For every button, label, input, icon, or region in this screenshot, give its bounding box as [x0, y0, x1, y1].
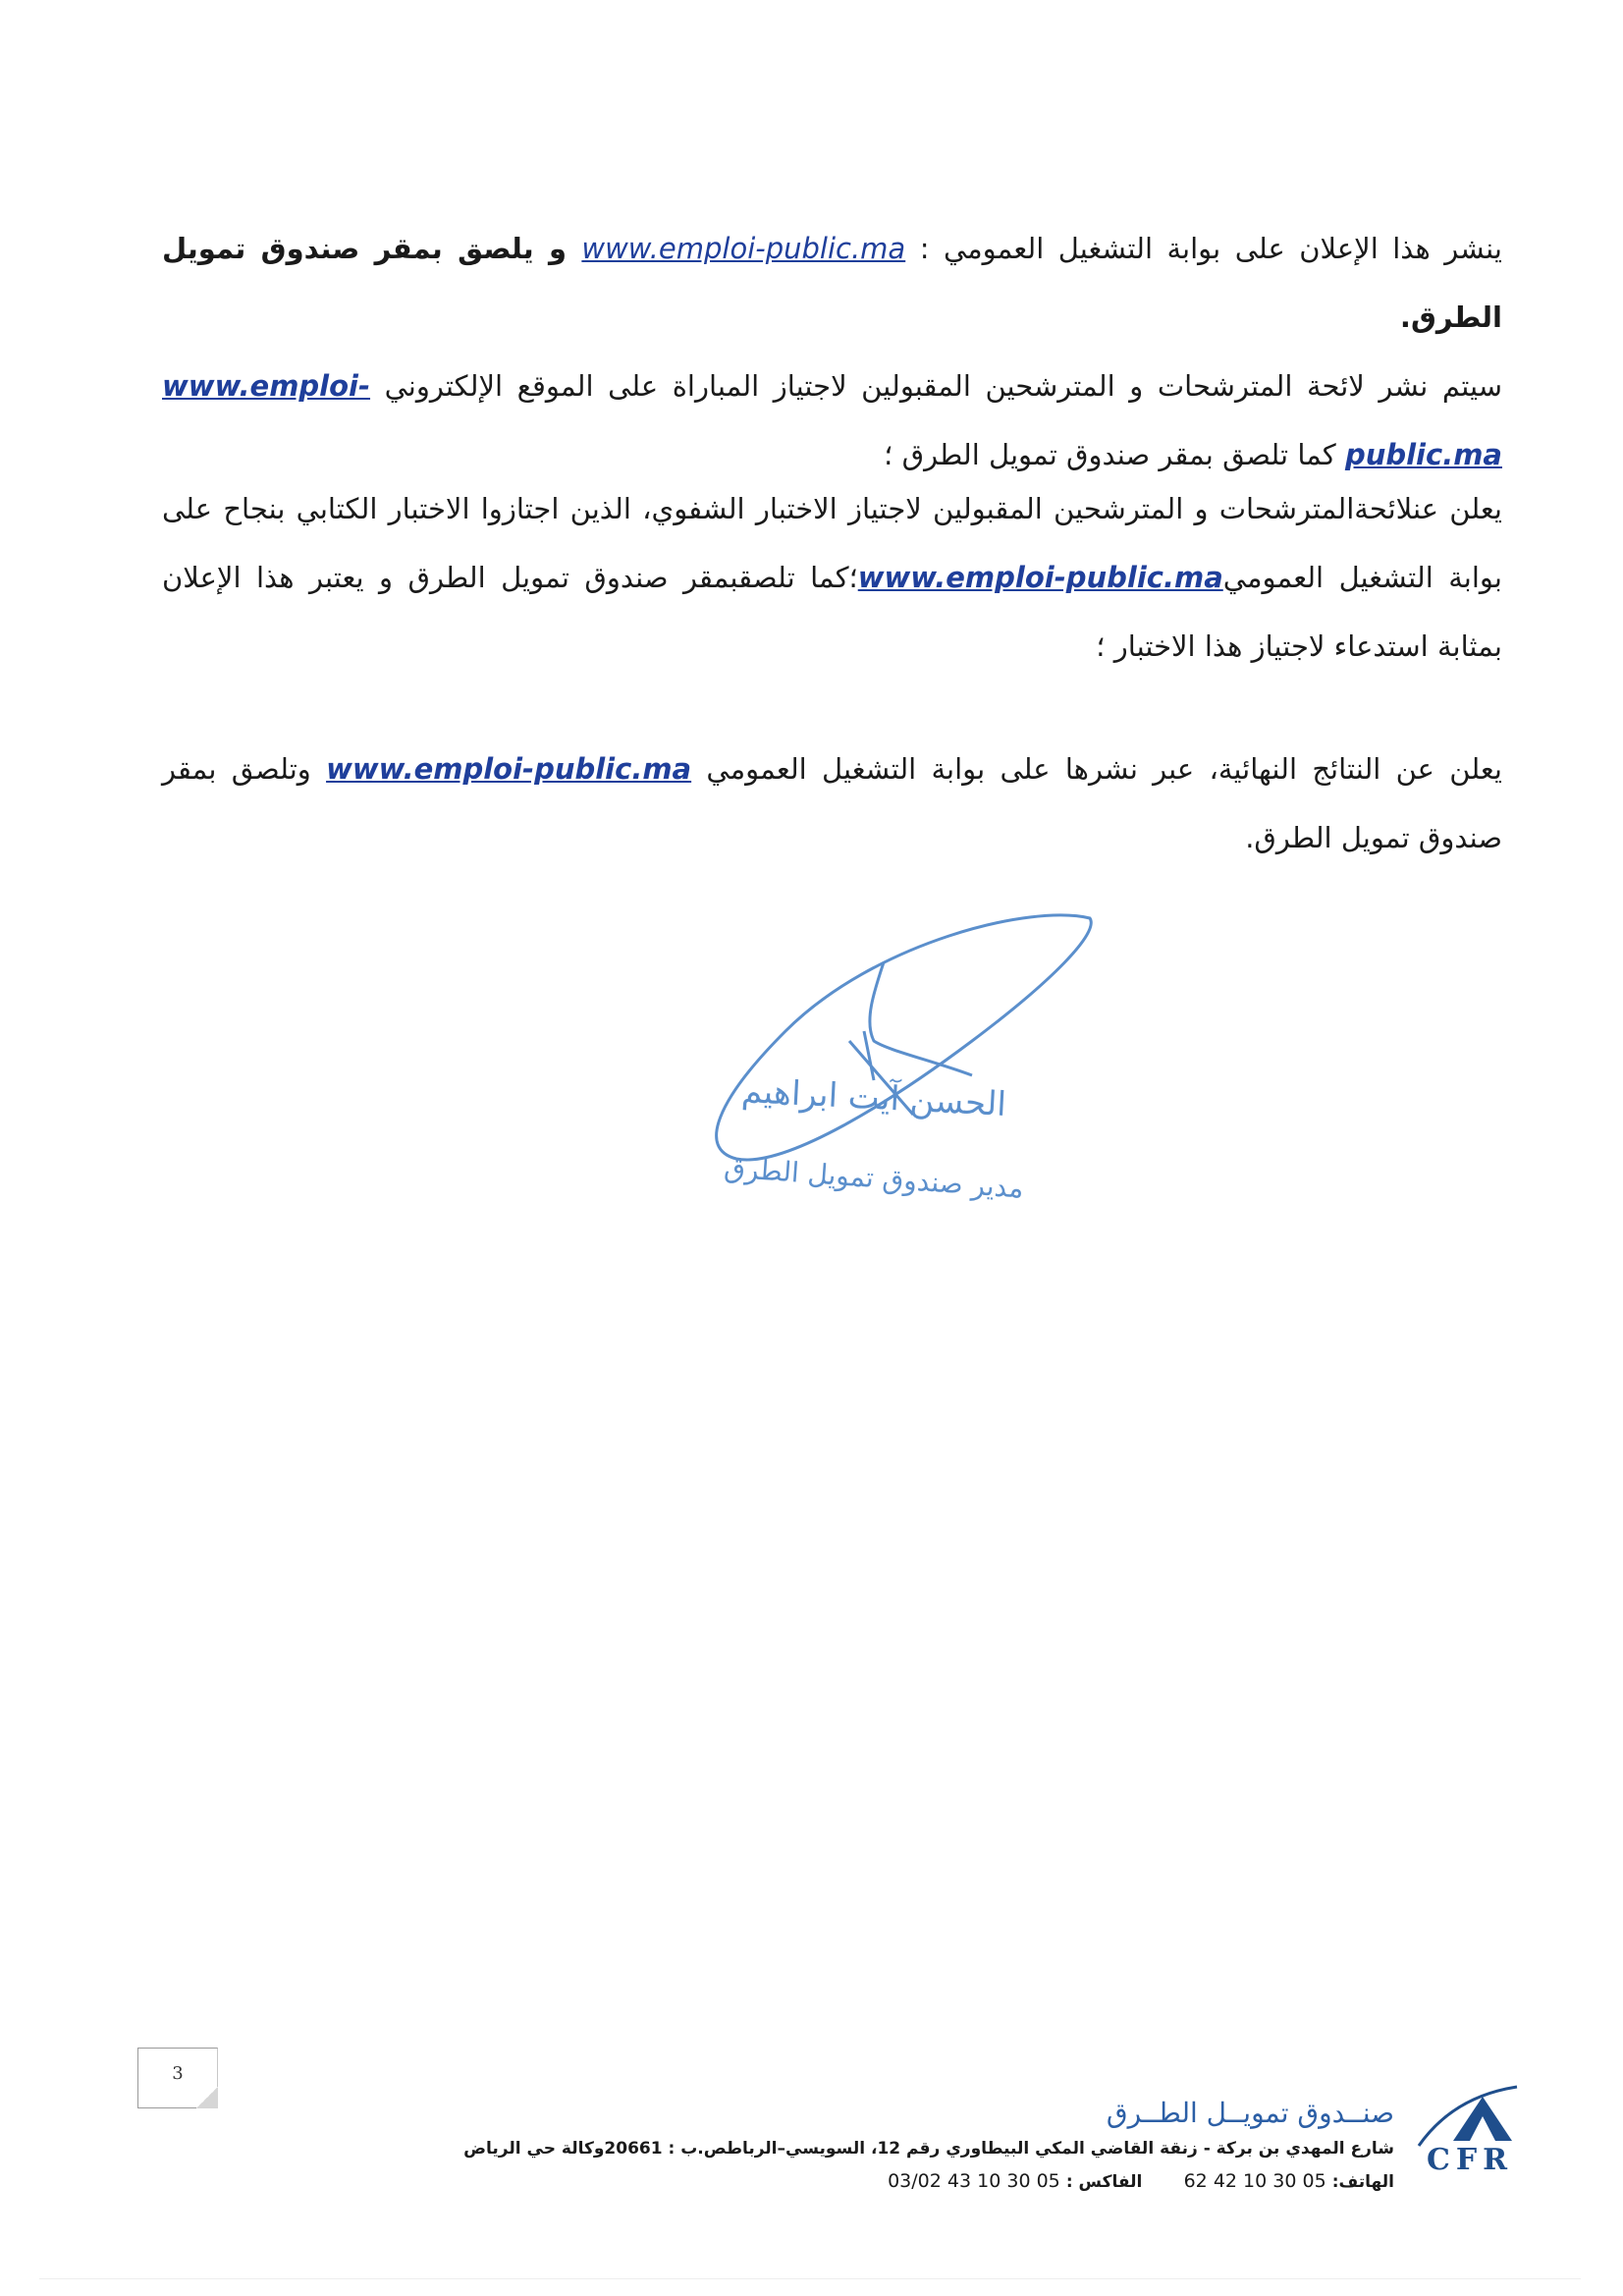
- p1-line1-bold: و يلصق بمقر صندوق تمويل الطرق.: [162, 232, 1502, 334]
- cfr-logo-text: CFR: [1426, 2143, 1514, 2177]
- fax-number: 05 30 10 43 03/02: [888, 2170, 1060, 2192]
- p3-portal-link[interactable]: www.emploi-public.ma: [326, 752, 692, 786]
- paragraph-oral-exam-notice: [162, 474, 1502, 681]
- p2-text-after: ؛كما تلصقبمقر صندوق تمويل الطرق و يعتبر هذا الإعلان بمثابة استدعاء لاجتياز هذا الاختبار ؛: [162, 561, 1502, 663]
- page-number: [137, 2048, 218, 2108]
- paragraph-publication-notice: [162, 214, 1502, 489]
- footer-contact: [422, 2170, 1394, 2192]
- signature-title: مدير صندوق تمويل الطرق: [723, 1151, 1025, 1205]
- phone-number: 05 30 10 42 62: [1183, 2170, 1326, 2192]
- p3-text-before: يعلن عن النتائج النهائية، عبر نشرها على بوابة التشغيل العمومي: [691, 752, 1502, 786]
- p2-portal-link[interactable]: www.emploi-public.ma: [857, 561, 1223, 594]
- p3-text-after: وتلصق بمقر صندوق تمويل الطرق.: [162, 752, 1502, 854]
- p2-text-before: يعلن عنلائحةالمترشحات و المترشحين المقبولين لاجتياز الاختبار الشفوي، الذين اجتازوا الاختبار الكتابي بنجاح على بوابة التشغيل العمومي: [162, 492, 1502, 594]
- paragraph-final-results-notice: [162, 735, 1502, 872]
- p1-website-link[interactable]: www.emploi-public.ma: [162, 369, 1502, 471]
- p1-line1-text: ينشر هذا الإعلان على بوابة التشغيل العمومي :: [905, 232, 1502, 265]
- footer-org-name: صنــدوق تمويــل الطــرق: [1106, 2097, 1394, 2129]
- bottom-divider: [39, 2278, 1581, 2279]
- phone-label: الهاتف:: [1331, 2172, 1394, 2192]
- p1-line2-tail: كما تلصق بمقر صندوق تمويل الطرق ؛: [884, 438, 1345, 471]
- signature-name: الحسن آيت ابراهيم: [740, 1070, 1007, 1125]
- p1-line2-text: سيتم نشر لائحة المترشحات و المترشحين المقبولين لاجتياز المباراة على الموقع الإلكتروني: [370, 369, 1502, 403]
- page-fold-corner: [196, 2087, 218, 2108]
- p1-portal-link[interactable]: www.emploi-public.ma: [581, 232, 906, 265]
- page-number-value: 3: [172, 2063, 184, 2084]
- footer-address: شارع المهدي بن بركة - زنقة القاضي المكي البيطاوري رقم 12، السويسي–الرباطص.ب : 20661وكالة حي الرياض: [463, 2139, 1394, 2159]
- fax-label: الفاكس :: [1065, 2172, 1143, 2192]
